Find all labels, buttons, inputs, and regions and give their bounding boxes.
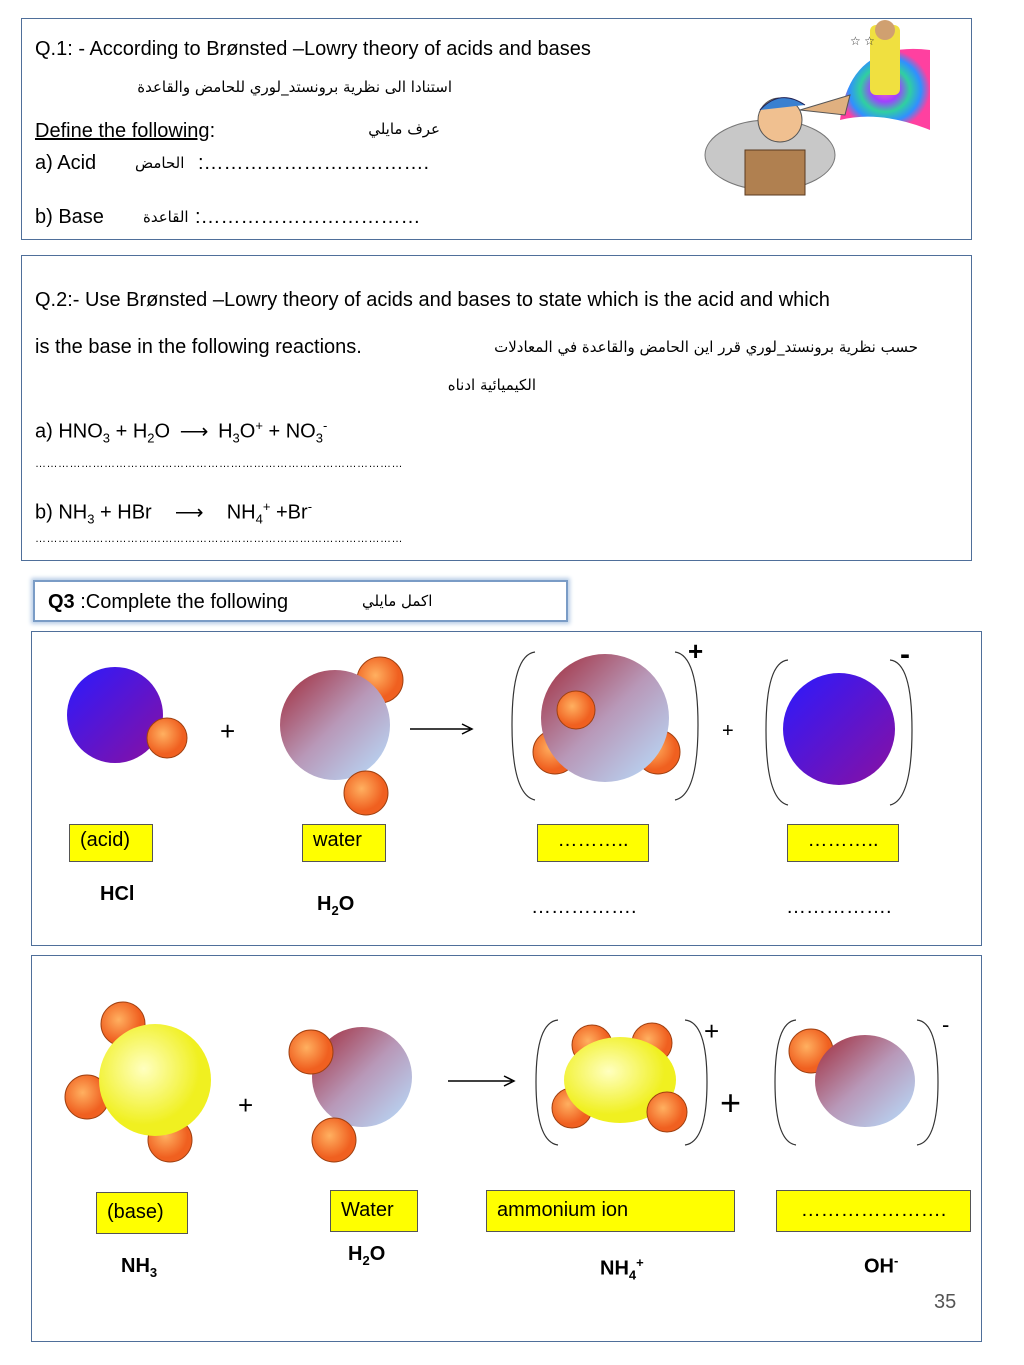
- text-fragment: +: [262, 499, 271, 514]
- text-fragment: + NO: [262, 420, 316, 443]
- text-fragment: Q3: [48, 591, 75, 613]
- text-fragment: +: [636, 1255, 644, 1270]
- formula-oh: [864, 1253, 898, 1279]
- formula-nh4: [600, 1255, 644, 1283]
- acid-answer-line[interactable]: :…………………………….: [198, 152, 430, 174]
- text-fragment: + H: [110, 420, 148, 443]
- plus-sign: +: [722, 720, 734, 742]
- acid-label: a) Acid: [35, 152, 97, 174]
- negative-charge: -: [942, 1012, 950, 1037]
- text-fragment: NH: [121, 1255, 150, 1277]
- plus-sign: +: [720, 1082, 742, 1123]
- text-fragment: -: [307, 499, 313, 514]
- acid-arabic: الحامض: [135, 154, 185, 172]
- text-fragment: OH: [864, 1255, 894, 1278]
- positive-charge: +: [704, 1016, 720, 1046]
- chloride-ion: [783, 673, 895, 785]
- hydronium-molecule: [533, 654, 680, 782]
- text-fragment: 3: [102, 430, 111, 446]
- reaction-a-answer-line[interactable]: ……………………………………………………………………………………: [35, 458, 403, 470]
- formula-h2o: [317, 893, 354, 918]
- label-base: (base): [96, 1192, 188, 1234]
- text-fragment: NH: [226, 501, 256, 524]
- plus-sign: +: [238, 1090, 254, 1120]
- positive-charge: +: [688, 636, 704, 666]
- text-fragment: H: [348, 1243, 363, 1265]
- formula-hcl: HCl: [100, 883, 135, 905]
- negative-charge: -: [900, 638, 910, 671]
- q3-label-arabic: اكمل مايلي: [362, 592, 433, 610]
- base-answer-line[interactable]: :……………………………: [195, 206, 421, 228]
- blank-hydronium-name[interactable]: ………..: [537, 824, 649, 862]
- label-ammonium-ion: ammonium ion: [486, 1190, 735, 1232]
- text-fragment: H: [218, 420, 233, 443]
- text-fragment: -: [322, 418, 328, 433]
- text-fragment: O: [369, 1243, 386, 1265]
- text-fragment: 2: [147, 430, 155, 446]
- blank-hydroxide-name[interactable]: ………………….: [776, 1190, 971, 1232]
- define-label: Define the following: [35, 120, 210, 142]
- text-fragment: NH: [600, 1257, 629, 1280]
- q1-title: Q.1: - According to Brønsted –Lowry theory of acids and bases: [35, 38, 591, 60]
- label-water: Water: [330, 1190, 418, 1232]
- text-fragment: O: [239, 420, 256, 443]
- base-arabic: القاعدة: [143, 208, 189, 226]
- svg-text:☆ ☆: ☆ ☆: [850, 34, 875, 48]
- text-fragment: O: [154, 420, 171, 443]
- text-fragment: 4: [628, 1267, 637, 1283]
- text-fragment: 3: [87, 511, 95, 527]
- text-fragment: O: [338, 893, 355, 915]
- label-water: water: [302, 824, 386, 862]
- q2-arabic1: حسب نظرية برونستد_لوري قرر اين الحامض والقاعدة في المعادلات: [494, 338, 918, 356]
- plus-sign: +: [220, 716, 236, 746]
- text-fragment: +Br: [270, 501, 308, 524]
- formula-h2o: [348, 1243, 385, 1268]
- text-fragment: 3: [232, 430, 240, 446]
- blank-formula-2[interactable]: …………….: [786, 896, 892, 918]
- text-fragment: H: [317, 893, 332, 915]
- define-arabic: عرف مايلي: [368, 120, 440, 138]
- text-fragment: + HBr: [94, 501, 152, 524]
- define-colon: :: [209, 120, 216, 142]
- q1-arabic-title: استنادا الى نظرية برونستد_لوري للحامض والقاعدة: [137, 78, 452, 96]
- q3-nh3-box: [31, 955, 982, 1342]
- water-molecule-1: [280, 657, 403, 815]
- text-fragment: 4: [255, 511, 263, 527]
- page-number: 35: [934, 1291, 957, 1313]
- q2-line2: is the base in the following reactions.: [35, 336, 362, 358]
- formula-nh3: [121, 1255, 157, 1280]
- arrow-icon: ⟶: [179, 420, 209, 443]
- label-acid: (acid): [69, 824, 153, 862]
- text-fragment: -: [894, 1253, 899, 1268]
- q2-arabic2: الكيميائية ادناه: [447, 376, 536, 394]
- text-fragment: 3: [149, 1265, 158, 1280]
- blank-chloride-name[interactable]: ………..: [787, 824, 899, 862]
- arrow-icon: [410, 724, 472, 734]
- base-label: b) Base: [35, 206, 104, 228]
- q2-line1: Q.2:- Use Brønsted –Lowry theory of acids and bases to state which is the acid and which: [35, 289, 830, 311]
- text-fragment: a) HNO: [35, 420, 103, 443]
- blank-formula-1[interactable]: …………….: [531, 896, 637, 918]
- text-fragment: :Complete the following: [74, 591, 289, 613]
- text-fragment: +: [255, 418, 263, 433]
- arrow-icon: ⟶: [174, 501, 204, 524]
- text-fragment: b) NH: [35, 501, 88, 524]
- text-fragment: 2: [331, 903, 339, 918]
- hcl-molecule: [67, 667, 187, 763]
- text-fragment: 3: [315, 430, 323, 446]
- reaction-b-answer-line[interactable]: ……………………………………………………………………………………: [35, 533, 403, 545]
- text-fragment: 2: [362, 1253, 370, 1268]
